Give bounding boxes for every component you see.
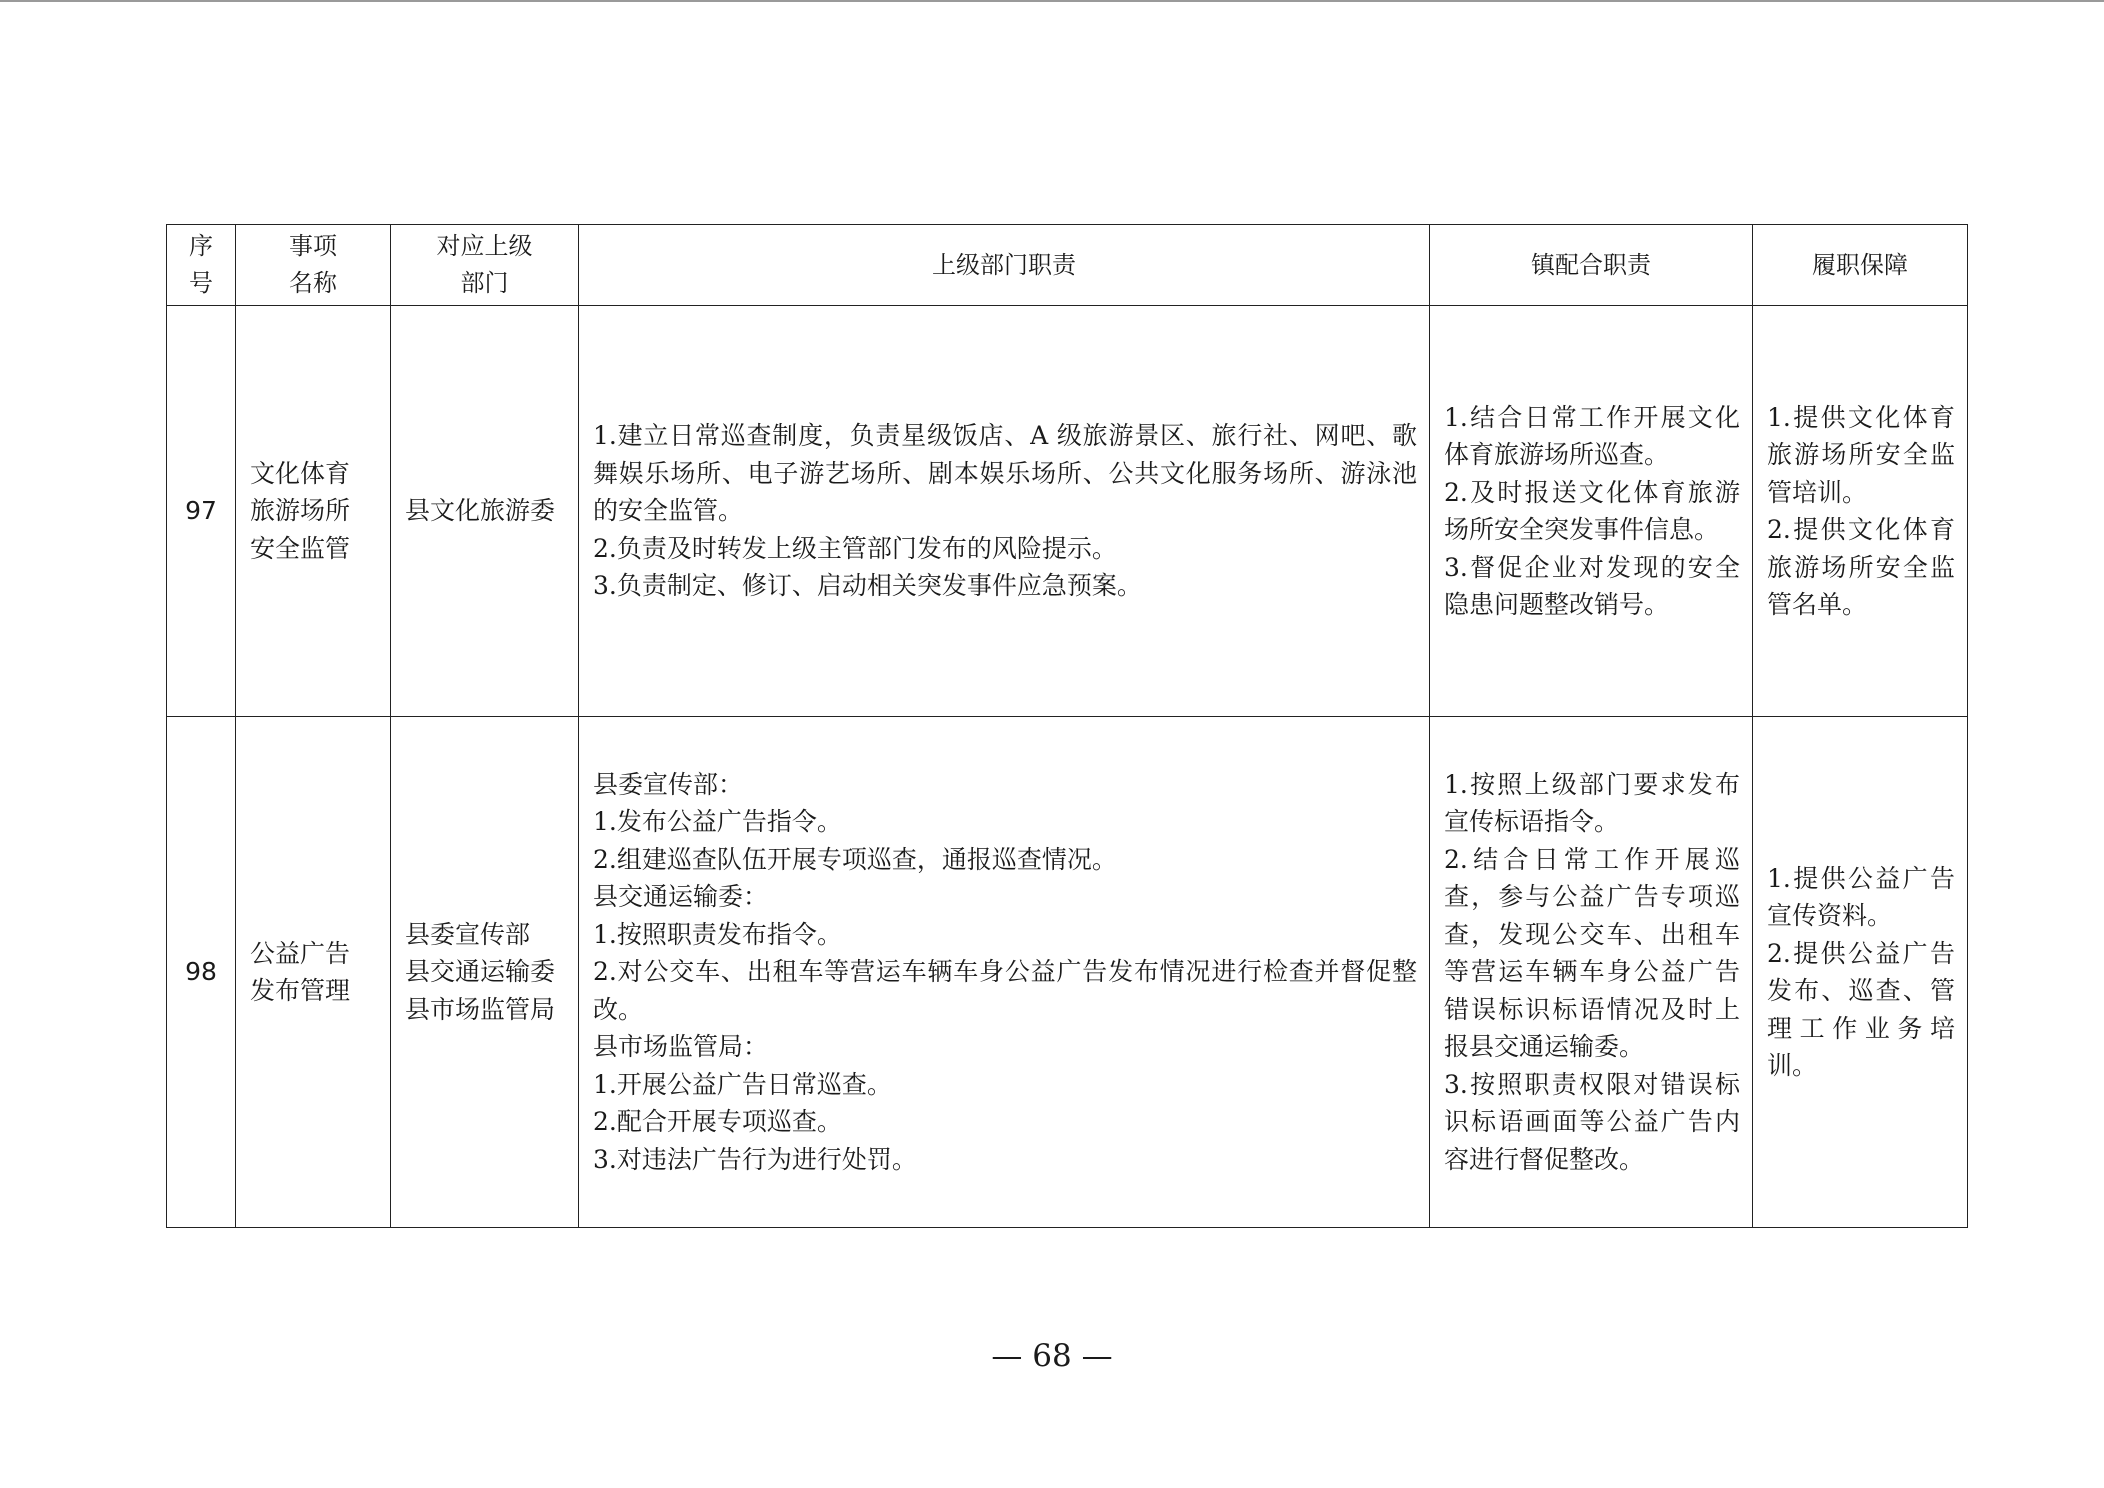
cell-paragraph: 2.提供公益广告发布、巡查、管理工作业务培训。 xyxy=(1767,938,1955,1080)
cell-paragraph: 3.对违法广告行为进行处罚。 xyxy=(593,1144,917,1174)
cell-paragraph: 1.开展公益广告日常巡查。 xyxy=(593,1069,892,1099)
header-town-duty xyxy=(1430,225,1753,306)
cell-paragraph: 发布管理 xyxy=(250,976,351,1005)
cell-paragraph: 2.负责及时转发上级主管部门发布的风险提示。 xyxy=(593,533,1117,563)
cell-superior-duty xyxy=(579,717,1430,1228)
cell-paragraph: 2.对公交车、出租车等营运车辆车身公益广告发布情况进行检查并督促整改。 xyxy=(593,957,1417,1024)
header-guarantee-text: 履职保障 xyxy=(1812,250,1908,279)
cell-superior-duty xyxy=(579,306,1430,717)
cell-paragraph: 2.组建巡查队伍开展专项巡查，通报巡查情况。 xyxy=(593,844,1117,874)
cell-paragraph: 3.按照职责权限对错误标识标语画面等公益广告内容进行督促整改。 xyxy=(1444,1069,1740,1174)
cell-guarantee xyxy=(1753,717,1968,1228)
cell-superior-dept xyxy=(391,306,579,717)
cell-paragraph: 县委宣传部： xyxy=(593,769,744,799)
cell-paragraph: 县交通运输委 xyxy=(405,957,556,987)
cell-paragraph: 县市场监管局 xyxy=(405,994,556,1024)
header-superior-dept xyxy=(391,225,579,306)
header-superior-duty-text: 上级部门职责 xyxy=(932,250,1076,279)
cell-item-name xyxy=(236,717,391,1228)
cell-paragraph: 3.负责制定、修订、启动相关突发事件应急预案。 xyxy=(593,571,1142,601)
cell-paragraph: 县市场监管局： xyxy=(593,1032,769,1062)
cell-superior-dept xyxy=(391,717,579,1228)
cell-paragraph: 1.按照职责发布指令。 xyxy=(593,919,842,949)
header-item-name xyxy=(236,225,391,306)
cell-paragraph: 文化体育 xyxy=(250,458,351,488)
cell-no: 98 xyxy=(167,717,236,1228)
cell-paragraph: 2.及时报送文化体育旅游场所安全突发事件信息。 xyxy=(1444,477,1740,544)
header-item-name-text: 事项 名称 xyxy=(289,232,337,297)
cell-paragraph: 1.提供公益广告宣传资料。 xyxy=(1767,863,1955,930)
cell-paragraph: 旅游场所 xyxy=(250,496,351,526)
cell-item-name xyxy=(236,306,391,717)
cell-paragraph: 2.配合开展专项巡查。 xyxy=(593,1107,842,1137)
cell-guarantee xyxy=(1753,306,1968,717)
header-superior-duty xyxy=(579,225,1430,306)
page-number: — 68 — xyxy=(991,1338,1113,1374)
header-no-text: 序 号 xyxy=(189,232,213,297)
duty-table xyxy=(166,224,1968,1228)
cell-paragraph: 安全监管 xyxy=(250,533,351,563)
cell-paragraph: 县文化旅游委 xyxy=(405,496,556,526)
cell-paragraph: 1.按照上级部门要求发布宣传标语指令。 xyxy=(1444,769,1740,837)
cell-paragraph: 1.提供文化体育旅游场所安全监管培训。 xyxy=(1767,402,1955,507)
header-no xyxy=(167,225,236,306)
table-row xyxy=(167,717,1968,1228)
cell-town-duty xyxy=(1430,306,1753,717)
page-top-rule xyxy=(0,0,2104,2)
cell-paragraph: 2.提供文化体育旅游场所安全监管名单。 xyxy=(1767,515,1955,619)
cell-paragraph: 县交通运输委： xyxy=(593,882,769,912)
cell-paragraph: 县委宣传部 xyxy=(405,919,531,949)
header-town-duty-text: 镇配合职责 xyxy=(1531,250,1651,279)
header-guarantee xyxy=(1753,225,1968,306)
cell-paragraph: 公益广告 xyxy=(250,938,351,968)
cell-paragraph: 2.结合日常工作开展巡查，参与公益广告专项巡查，发现公交车、出租车等营运车辆车身公益广告错误标识标语情况及时上报县交通运输委。 xyxy=(1444,844,1740,1062)
table-row xyxy=(167,306,1968,717)
cell-paragraph: 1.建立日常巡查制度，负责星级饭店、A 级旅游景区、旅行社、网吧、歌舞娱乐场所、电子游艺场所、剧本娱乐场所、公共文化服务场所、游泳池的安全监管。 xyxy=(593,421,1417,526)
cell-no: 97 xyxy=(167,306,236,717)
cell-paragraph: 3.督促企业对发现的安全隐患问题整改销号。 xyxy=(1444,552,1740,619)
table-header-row xyxy=(167,225,1968,306)
cell-paragraph: 1.结合日常工作开展文化体育旅游场所巡查。 xyxy=(1444,402,1740,469)
cell-town-duty xyxy=(1430,717,1753,1228)
cell-paragraph: 1.发布公益广告指令。 xyxy=(593,807,842,837)
header-superior-dept-text: 对应上级 部门 xyxy=(436,232,533,297)
